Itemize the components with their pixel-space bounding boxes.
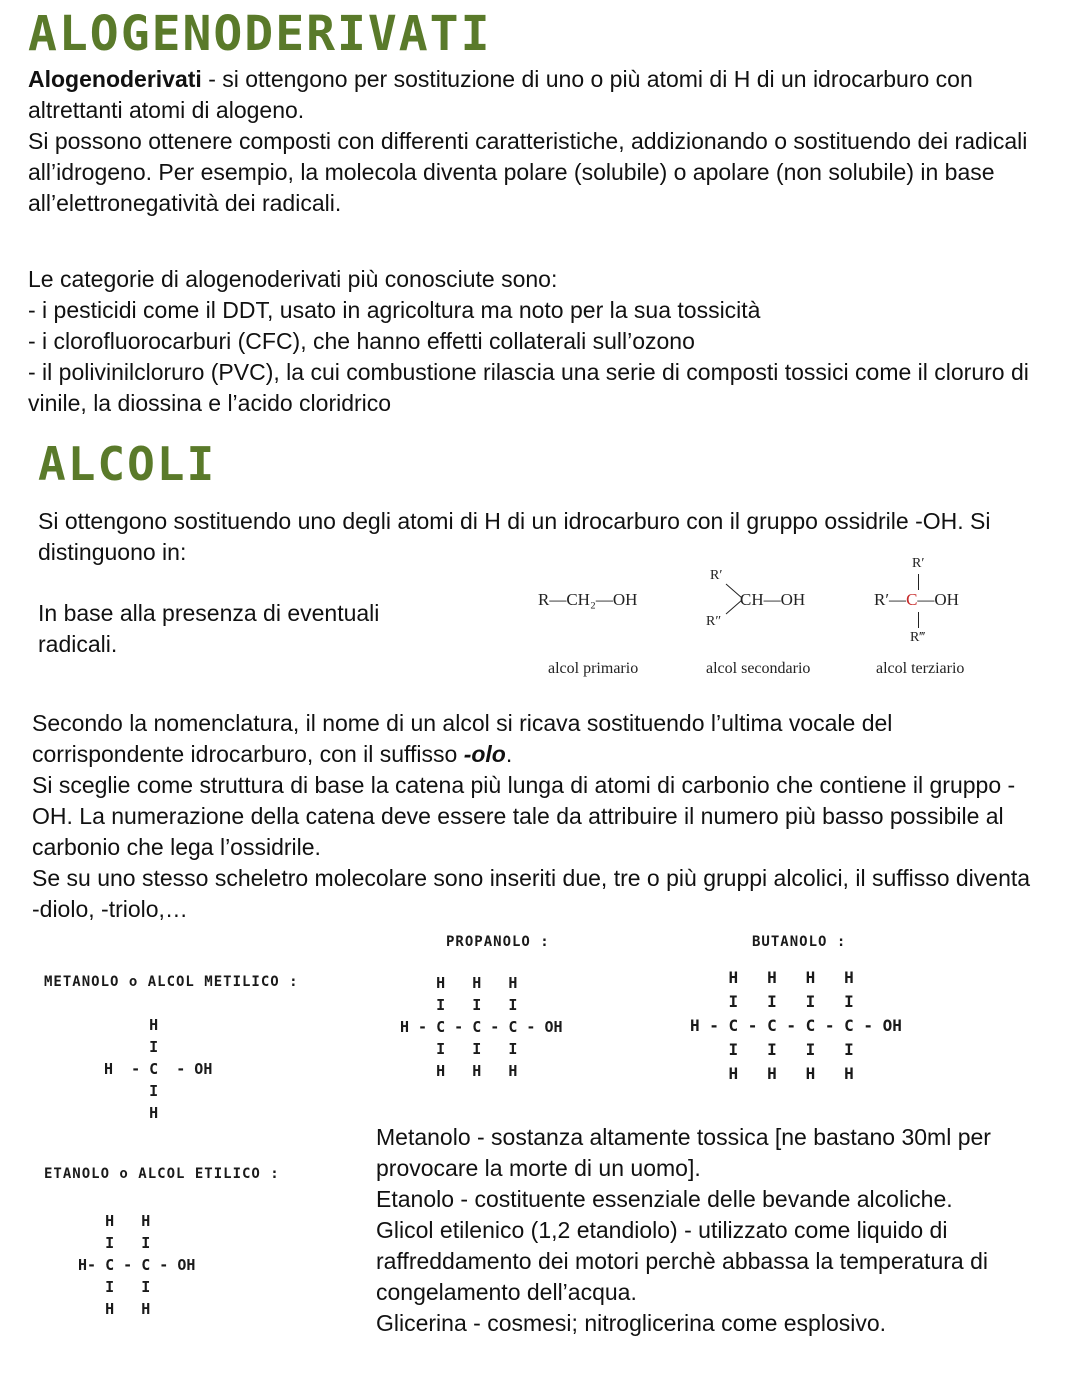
tertiary-bottom-bond — [918, 612, 919, 628]
etanolo-structure: H H I I H- C - C - OH I I H H — [78, 1212, 196, 1318]
nomenclature-text: Secondo la nomenclatura, il nome di un alcol si ricava sostituendo l’ultima vocale del corrispondente idrocarburo, con il suffisso — [32, 710, 893, 767]
halo-category-item: - il polivinilcloruro (PVC), la cui combustione rilascia una serie di composti tossici come il cloruro di vinile, la diossina e l’acido cloridrico — [28, 359, 1029, 416]
use-item: Etanolo - costituente essenziale delle bevande alcoliche. — [376, 1186, 953, 1212]
base-chain-text: Si sceglie come struttura di base la catena più lunga di atomi di carbonio che contiene il gruppo -OH. La numerazione della catena deve essere tale da attribuire il numero più basso possibile al carbonio che lega l’ossidrile. — [32, 772, 1016, 860]
butanolo-structure: H H H H I I I I H - C - C - C - C - OH I I I I H H H H — [690, 968, 902, 1083]
tertiary-bottom-r: R‴ — [910, 630, 926, 645]
secondary-r1: R′ — [710, 568, 723, 583]
etanolo-label: ETANOLO o ALCOL ETILICO : — [44, 1166, 280, 1182]
propanolo-label: PROPANOLO : — [446, 934, 550, 950]
alcoli-title: ALCOLI — [38, 437, 217, 491]
metanolo-structure: H I H - C - OH I H — [104, 1016, 213, 1122]
halo-category-item: - i pesticidi come il DDT, usato in agricoltura ma noto per la sua tossicità — [28, 297, 761, 323]
caption-secondary: alcol secondario — [706, 660, 811, 677]
multi-groups-text: Se su uno stesso scheletro molecolare sono inseriti due, tre o più gruppi alcolici, il suffisso diventa -diolo, -triolo,… — [32, 865, 1031, 922]
nomenclature-end: . — [505, 741, 513, 767]
use-item: Metanolo - sostanza altamente tossica [ne bastano 30ml per provocare la morte di un uomo]. — [376, 1124, 991, 1181]
secondary-r2: R″ — [706, 614, 722, 629]
alcoli-radicals-text: In base alla presenza di eventuali radicali. — [38, 600, 380, 657]
halo-categories-intro: Le categorie di alogenoderivati più conosciute sono: — [28, 266, 558, 292]
halo-category-item: - i clorofluorocarburi (CFC), che hanno effetti collaterali sull’ozono — [28, 328, 695, 354]
alcoli-intro: Si ottengono sostituendo uno degli atomi di H di un idrocarburo con il gruppo ossidrile -OH. Si distinguono in: — [38, 508, 991, 565]
suffix-olo: -olo — [463, 741, 506, 767]
alcohol-types-figure — [520, 552, 1010, 682]
secondary-group: CH—OH — [740, 590, 806, 609]
metanolo-label: METANOLO o ALCOL METILICO : — [44, 974, 299, 990]
halo-categories — [28, 264, 1058, 419]
tertiary-top-bond — [918, 574, 919, 590]
tertiary-left: R′— — [874, 590, 907, 609]
halo-title: ALOGENODERIVATI — [28, 6, 492, 62]
caption-tertiary: alcol terziario — [876, 660, 965, 677]
tertiary-right: —OH — [917, 590, 959, 609]
tertiary-top-r: R′ — [912, 556, 925, 571]
propanolo-structure: H H H I I I H - C - C - C - OH I I I H H H — [400, 974, 563, 1080]
tertiary-group — [874, 590, 959, 610]
halo-def-text: - si ottengono per sostituzione di uno o più atomi di H di un idrocarburo con altrettanti atomi di alogeno. — [28, 66, 973, 123]
halo-paragraph-2: Si possono ottenere composti con differenti caratteristiche, addizionando o sostituendo dei radicali all’idrogeno. Per esempio, la molecola diventa polare (solubile) o apolare (non solubile) in base all’elettronegatività dei radicali. — [28, 128, 1028, 216]
butanolo-label: BUTANOLO : — [752, 934, 847, 950]
alcohol-uses — [376, 1122, 1056, 1339]
caption-primary: alcol primario — [548, 660, 639, 677]
alcoli-nomenclature — [32, 708, 1042, 925]
halo-definition — [28, 64, 1058, 219]
use-item: Glicerina - cosmesi; nitroglicerina come esplosivo. — [376, 1310, 887, 1336]
halo-def-term: Alogenoderivati — [28, 66, 202, 92]
use-item: Glicol etilenico (1,2 etandiolo) - utilizzato come liquido di raffreddamento dei motori perchè abbassa la temperatura di congelamento dell’acqua. — [376, 1217, 988, 1305]
tertiary-carbon: C — [906, 590, 918, 609]
primary-alcohol-formula: R—CH₂—OH — [538, 590, 638, 609]
